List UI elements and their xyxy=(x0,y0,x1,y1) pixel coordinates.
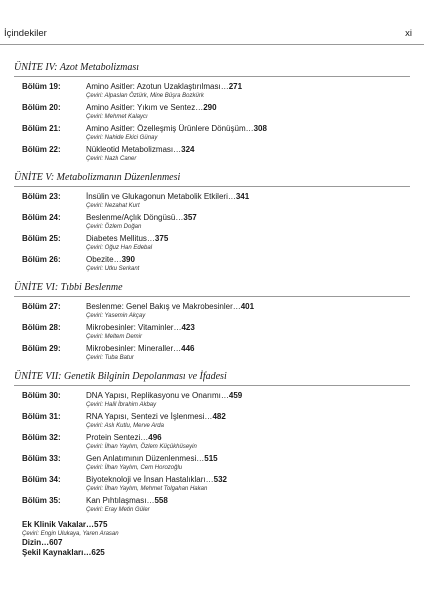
chapter-entry[interactable] xyxy=(22,145,424,163)
chapter-title-text: RNA Yapısı, Sentezi ve İşlenmesi… xyxy=(86,412,213,421)
header-divider xyxy=(0,44,424,45)
chapter-page: 308 xyxy=(253,124,267,133)
chapter-entry[interactable] xyxy=(22,82,424,100)
chapter-entry[interactable] xyxy=(22,344,424,362)
chapter-translator: Çeviri: İlhan Yaylım, Cem Horozoğlu xyxy=(86,465,183,471)
chapter-entry[interactable] xyxy=(22,192,424,210)
chapter-title-text: Protein Sentezi… xyxy=(86,433,149,442)
extra-entry[interactable]: Dizin…607 xyxy=(22,538,63,547)
chapter-number: Bölüm 31: xyxy=(22,412,61,421)
chapter-title xyxy=(86,213,424,223)
chapter-entry[interactable] xyxy=(22,412,424,430)
chapter-body xyxy=(86,433,424,451)
chapter-page: 496 xyxy=(148,433,162,442)
chapter-title-text: Beslenme/Açlık Döngüsü… xyxy=(86,213,184,222)
unit-title: ÜNİTE VI: Tıbbi Beslenme xyxy=(14,282,123,293)
chapter-page: 375 xyxy=(154,234,169,243)
chapter-entry[interactable] xyxy=(22,391,424,409)
chapter-number: Bölüm 28: xyxy=(22,323,61,332)
chapter-entry[interactable] xyxy=(22,234,424,252)
page-header xyxy=(0,28,424,44)
chapter-title xyxy=(86,391,424,401)
chapter-title-text: Amino Asitler: Azotun Uzaklaştırılması… xyxy=(86,82,229,91)
chapter-title-text: DNA Yapısı, Replikasyonu ve Onarımı… xyxy=(86,391,229,400)
chapter-page: 357 xyxy=(183,213,197,222)
chapter-entry[interactable] xyxy=(22,103,424,121)
chapter-page: 558 xyxy=(154,496,168,505)
chapter-number: Bölüm 29: xyxy=(22,344,61,353)
chapter-translator: Çeviri: Eray Metin Güler xyxy=(86,507,150,513)
chapter-body xyxy=(86,412,424,430)
page-number: xi xyxy=(405,28,412,39)
chapter-page: 341 xyxy=(235,192,250,201)
chapter-translator: Çeviri: Mehmet Kalaycı xyxy=(86,114,148,120)
chapter-body xyxy=(86,302,424,320)
chapter-title-text: Amino Asitler: Özelleşmiş Ürünlere Dönüşüm… xyxy=(86,124,254,133)
chapter-title xyxy=(86,302,424,312)
unit-section xyxy=(0,282,424,362)
chapter-entry[interactable] xyxy=(22,496,424,514)
chapter-title xyxy=(86,412,424,422)
extra-entry[interactable]: Ek Klinik Vakalar…575 xyxy=(22,520,108,529)
chapter-number: Bölüm 35: xyxy=(22,496,61,505)
chapter-title-text: Mikrobesinler: Mineraller… xyxy=(86,344,182,353)
chapter-body xyxy=(86,145,424,163)
extra-translator: Çeviri: Engin Ulukaya, Yaren Arasan xyxy=(22,531,119,537)
chapter-translator: Çeviri: Aslı Kutlu, Merve Arda xyxy=(86,423,164,429)
chapter-entry[interactable] xyxy=(22,454,424,472)
chapter-entry[interactable] xyxy=(22,124,424,142)
chapter-title xyxy=(86,82,424,92)
chapter-page: 482 xyxy=(212,412,226,421)
chapter-translator: Çeviri: Nahide Ekici Günay xyxy=(86,135,158,141)
chapter-number: Bölüm 27: xyxy=(22,302,61,311)
chapter-entry[interactable] xyxy=(22,302,424,320)
chapter-body xyxy=(86,475,424,493)
chapter-page: 532 xyxy=(213,475,227,484)
chapter-page: 290 xyxy=(203,103,217,112)
chapter-translator: Çeviri: Nazlı Caner xyxy=(86,156,137,162)
unit-section xyxy=(0,62,424,163)
chapter-title xyxy=(86,323,424,333)
chapter-title-text: Obezite… xyxy=(86,255,122,264)
extra-entry[interactable]: Şekil Kaynakları…625 xyxy=(22,548,105,557)
chapter-number: Bölüm 26: xyxy=(22,255,61,264)
chapter-body xyxy=(86,344,424,362)
chapter-number: Bölüm 24: xyxy=(22,213,61,222)
chapter-number: Bölüm 23: xyxy=(22,192,61,201)
chapter-body xyxy=(86,213,424,231)
chapter-translator: Çeviri: Halil İbrahim Akbay xyxy=(86,402,157,408)
chapter-title-text: Biyoteknoloji ve İnsan Hastalıkları… xyxy=(86,475,214,484)
chapter-translator: Çeviri: Utku Serkant xyxy=(86,266,140,272)
unit-title: ÜNİTE V: Metabolizmanın Düzenlenmesi xyxy=(14,172,181,183)
chapter-page: 446 xyxy=(181,344,195,353)
extras-section xyxy=(22,520,424,558)
chapter-number: Bölüm 22: xyxy=(22,145,61,154)
unit-divider xyxy=(14,385,410,386)
chapter-page: 459 xyxy=(228,391,243,400)
chapter-title xyxy=(86,433,424,443)
unit-section xyxy=(0,371,424,514)
chapter-title-text: Kan Pıhtılaşması… xyxy=(86,496,155,505)
chapter-translator: Çeviri: Özlem Doğan xyxy=(86,224,142,230)
unit-title: ÜNİTE IV: Azot Metabolizması xyxy=(14,62,139,73)
chapter-title-text: Gen Anlatımının Düzenlenmesi… xyxy=(86,454,205,463)
chapter-page: 423 xyxy=(181,323,195,332)
chapter-title-text: Nükleotid Metabolizması… xyxy=(86,145,182,154)
chapter-number: Bölüm 30: xyxy=(22,391,61,400)
chapter-body xyxy=(86,454,424,472)
chapter-page: 324 xyxy=(181,145,195,154)
chapter-body xyxy=(86,234,424,252)
chapter-title xyxy=(86,255,424,265)
unit-title: ÜNİTE VII: Genetik Bilginin Depolanması ve İfadesi xyxy=(14,371,227,382)
chapter-entry[interactable] xyxy=(22,213,424,231)
chapter-body xyxy=(86,496,424,514)
chapter-title-text: Mikrobesinler: Vitaminler… xyxy=(86,323,182,332)
chapter-title xyxy=(86,145,424,155)
chapter-translator: Çeviri: Nezahat Kurt xyxy=(86,203,140,209)
chapter-entry[interactable] xyxy=(22,475,424,493)
chapter-entry[interactable] xyxy=(22,255,424,273)
chapter-title xyxy=(86,124,424,134)
chapter-page: 515 xyxy=(204,454,218,463)
chapter-translator: Çeviri: Meltem Demir xyxy=(86,334,143,340)
chapter-page: 271 xyxy=(228,82,243,91)
chapter-body xyxy=(86,255,424,273)
chapter-title xyxy=(86,103,424,113)
chapter-number: Bölüm 20: xyxy=(22,103,61,112)
chapter-title-text: Beslenme: Genel Bakış ve Makrobesinler… xyxy=(86,302,241,311)
chapter-number: Bölüm 32: xyxy=(22,433,61,442)
chapter-title xyxy=(86,344,424,354)
chapter-title xyxy=(86,192,424,202)
chapter-body xyxy=(86,323,424,341)
chapter-translator: Çeviri: Yasemin Akçay xyxy=(86,313,146,319)
unit-section xyxy=(0,172,424,273)
chapter-body xyxy=(86,124,424,142)
chapter-number: Bölüm 19: xyxy=(22,82,61,91)
chapter-number: Bölüm 25: xyxy=(22,234,61,243)
chapter-title xyxy=(86,496,424,506)
chapter-entry[interactable] xyxy=(22,323,424,341)
chapter-page: 390 xyxy=(121,255,135,264)
unit-divider xyxy=(14,76,410,77)
chapter-body xyxy=(86,103,424,121)
chapter-title-text: İnsülin ve Glukagonun Metabolik Etkileri… xyxy=(86,192,236,201)
chapter-number: Bölüm 21: xyxy=(22,124,61,133)
chapter-body xyxy=(86,82,424,100)
unit-divider xyxy=(14,186,410,187)
chapter-translator: Çeviri: İlhan Yaylım, Özlem Küçükhüseyin xyxy=(86,444,197,450)
chapter-translator: Çeviri: Tuba Batur xyxy=(86,355,134,361)
chapter-translator: Çeviri: Alpaslan Öztürk, Mine Büşra Bozkürk xyxy=(86,93,204,99)
chapter-title xyxy=(86,454,424,464)
table-of-contents xyxy=(0,62,424,558)
header-title: İçindekiler xyxy=(4,28,47,39)
chapter-body xyxy=(86,192,424,210)
chapter-entry[interactable] xyxy=(22,433,424,451)
chapter-number: Bölüm 34: xyxy=(22,475,61,484)
chapter-translator: Çeviri: Oğuz Han Edebal xyxy=(86,245,153,251)
chapter-translator: Çeviri: İlhan Yaylım, Mehmet Tolgahan Hakan xyxy=(86,486,208,492)
chapter-title-text: Diabetes Mellitus… xyxy=(86,234,155,243)
chapter-page: 401 xyxy=(240,302,255,311)
chapter-number: Bölüm 33: xyxy=(22,454,61,463)
chapter-title-text: Amino Asitler: Yıkım ve Sentez… xyxy=(86,103,204,112)
chapter-title xyxy=(86,234,424,244)
unit-divider xyxy=(14,296,410,297)
chapter-title xyxy=(86,475,424,485)
chapter-body xyxy=(86,391,424,409)
